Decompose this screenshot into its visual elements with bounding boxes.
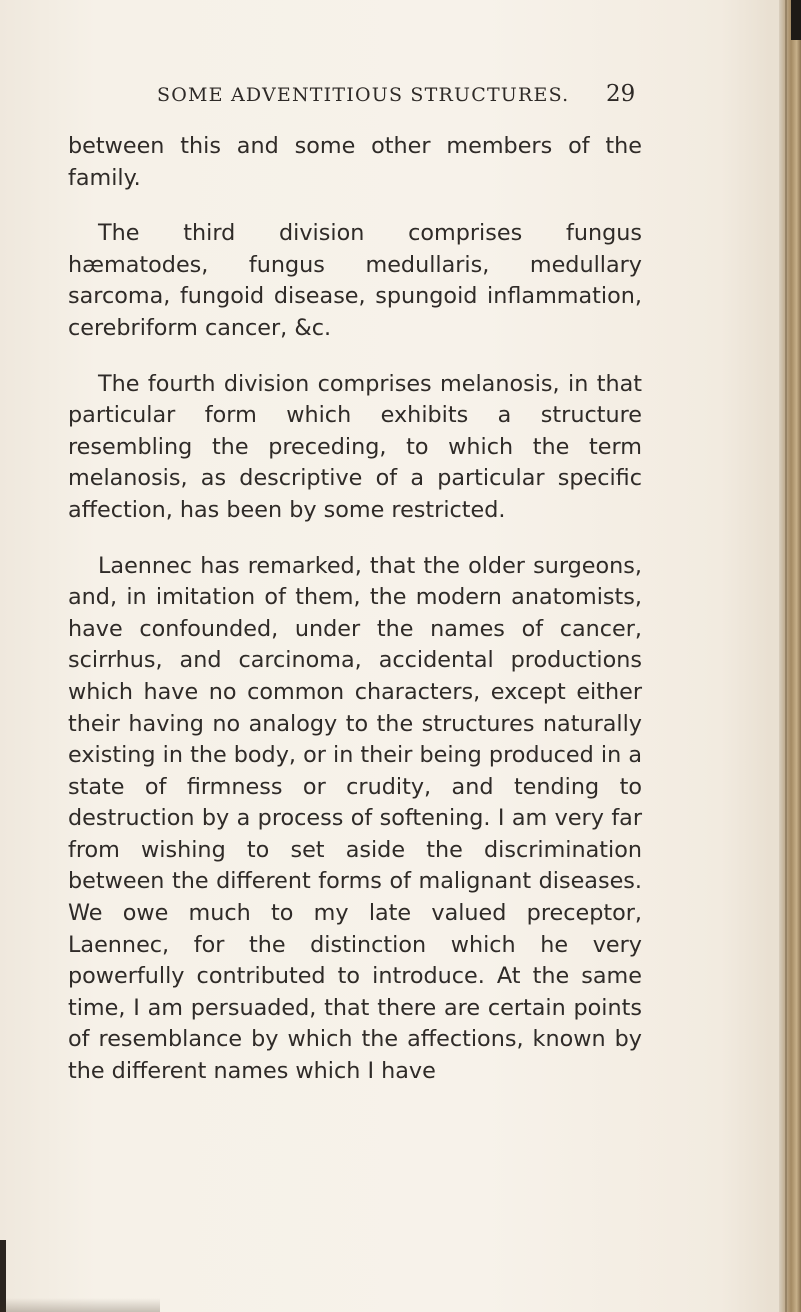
body-text bbox=[68, 131, 642, 1088]
paragraph-laennec: Laennec has remarked, that the older surgeons, and, in imitation of them, the modern anatomists, have confounded, under the names of cancer, scirrhus, and carcinoma, accidental productions which have no common characters, except either their having no analogy to the structures naturally existing in the body, or in their being produced in a state of firmness or crudity, and tending to destruction by a process of softening. I am very far from wishing to set aside the discrimination between the different forms of malignant diseases. We owe much to my late valued preceptor, Laennec, for the distinction which he very powerfully contributed to introduce. At the same time, I am persuaded, that there are certain points of resemblance by which the affections, known by the different names which I have bbox=[68, 552, 642, 1085]
page-corner-mark bbox=[791, 0, 801, 40]
paragraph-continuation: between this and some other members of the family. bbox=[68, 133, 642, 191]
running-head: SOME ADVENTITIOUS STRUCTURES. bbox=[157, 84, 570, 106]
paragraph-third-division: The third division comprises fungus hæmatodes, fungus medullaris, medullary sarcoma, fungoid disease, spungoid inflammation, cerebriform cancer, &c. bbox=[68, 220, 642, 341]
book-gutter bbox=[779, 0, 801, 1312]
gutter-line bbox=[785, 0, 787, 1312]
bottom-shadow bbox=[0, 1298, 160, 1312]
page-header bbox=[0, 81, 801, 114]
page-number: 29 bbox=[606, 81, 636, 107]
paragraph-fourth-division: The fourth division comprises melanosis, in that particular form which exhibits a structure resembling the preceding, to which the term melanosis, as descriptive of a particular specific affection, has been by some restricted. bbox=[68, 370, 642, 523]
